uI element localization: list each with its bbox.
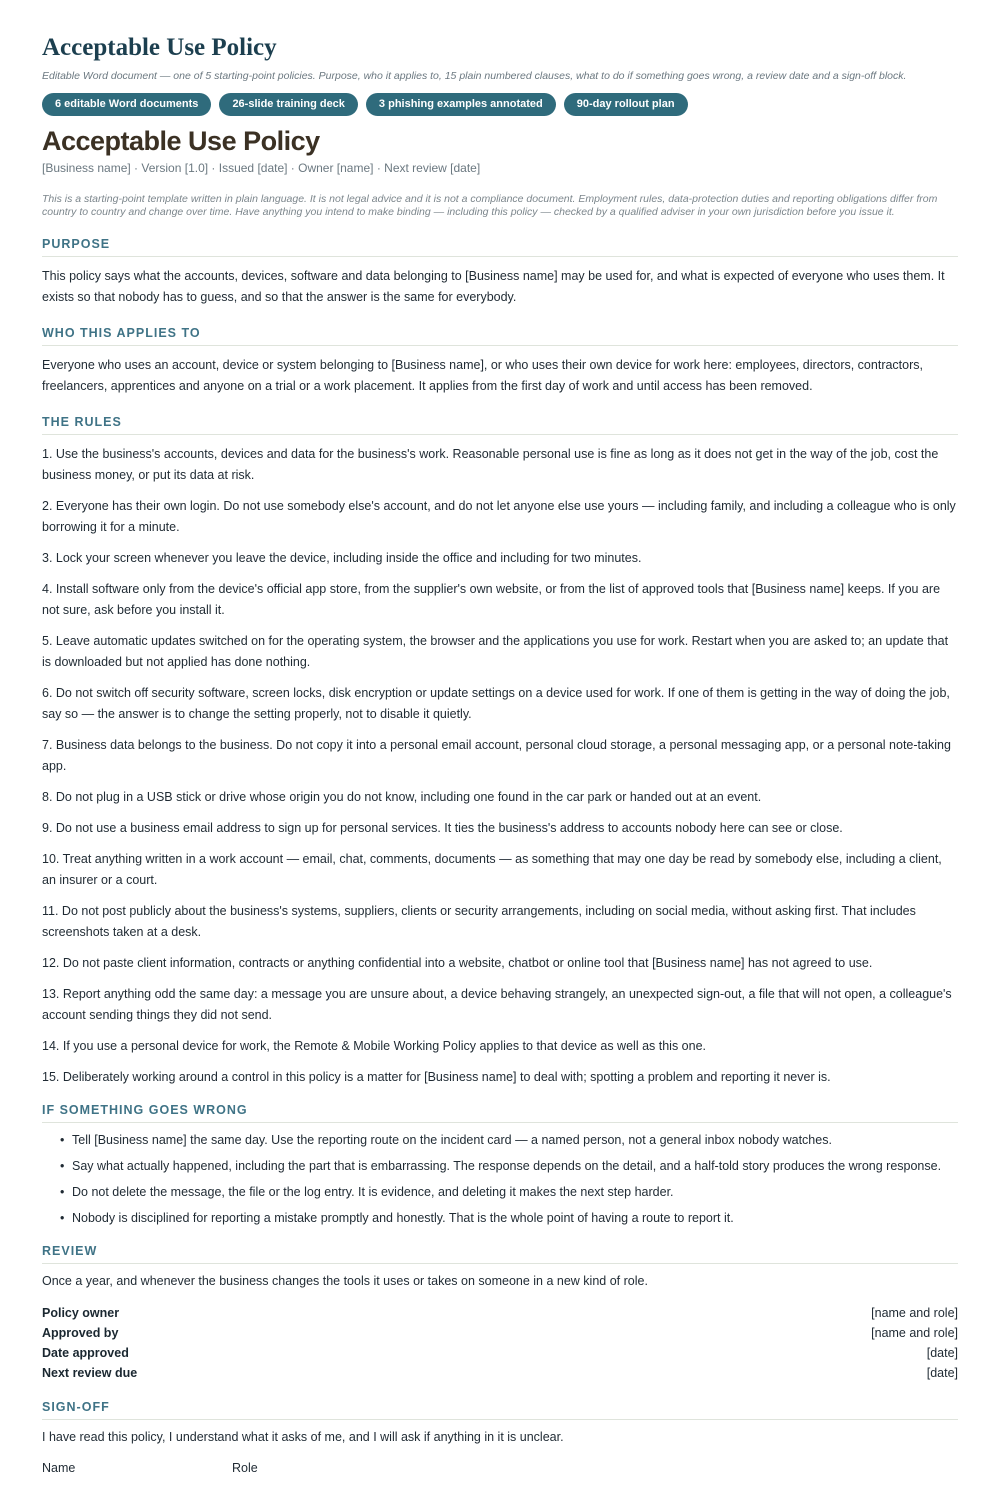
- signoff-heading: SIGN-OFF: [42, 1400, 958, 1420]
- rule-item: 8. Do not plug in a USB stick or drive whose origin you do not know, including one found in the car park or handed out at an event.: [42, 790, 762, 804]
- rule-item: 12. Do not paste client information, contracts or anything confidential into a website, chatbot or online tool that [Business name] has not agreed to use.: [42, 956, 873, 970]
- name-field-label: Name: [42, 1461, 76, 1475]
- review-row-approved-by: [42, 1323, 958, 1343]
- disclaimer: This is a starting-point template written in plain language. It is not legal advice and it is not a compliance document. Employment rules, data-protection duties and reporting obligations differ from country to country and change over time. Have anything you intend to make binding — including this policy — checked by a qualified adviser in your own jurisdiction before you issue it.: [42, 193, 938, 218]
- rule-item: 7. Business data belongs to the business. Do not copy it into a personal email account, personal cloud storage, a personal messaging app, or a personal note-taking app.: [42, 738, 951, 773]
- tag-word-documents: 6 editable Word documents: [42, 93, 211, 116]
- review-row-policy-owner: [42, 1303, 958, 1323]
- tag-rollout-plan: 90-day rollout plan: [564, 93, 688, 116]
- rule-item: 1. Use the business's accounts, devices and data for the business's work. Reasonable personal use is fine as long as it does not get in the way of the job, cost the business money, or put its data at risk.: [42, 447, 939, 482]
- review-label: Policy owner: [42, 1306, 120, 1320]
- rules-heading: THE RULES: [42, 415, 958, 435]
- review-value: [date]: [926, 1346, 958, 1360]
- applies-heading: WHO THIS APPLIES TO: [42, 326, 958, 346]
- rule-item: 4. Install software only from the device's official app store, from the supplier's own website, or from the list of approved tools that [Business name] keeps. If you are not sure, ask before you install it.: [42, 582, 941, 617]
- tag-training-deck: 26-slide training deck: [219, 93, 357, 116]
- rule-item: 10. Treat anything written in a work account — email, chat, comments, documents — as something that may one day be read by somebody else, including a client, an insurer or a court.: [42, 852, 942, 887]
- purpose-heading: PURPOSE: [42, 237, 958, 257]
- list-item: • Say what actually happened, including the part that is embarrassing. The response depends on the detail, and a half-told story produces the wrong response.: [60, 1158, 958, 1174]
- signoff-fields: [42, 1461, 958, 1475]
- rule-item: 3. Lock your screen whenever you leave the device, including inside the office and including for two minutes.: [42, 551, 642, 565]
- purpose-text: This policy says what the accounts, devices, software and data belonging to [Business name] may be used for, and what is expected of everyone who uses them. It exists so that nobody has to guess, and so that the answer is the same for everybody.: [42, 269, 945, 304]
- page-title: Acceptable Use Policy: [42, 34, 277, 61]
- wrong-list: [42, 1132, 958, 1226]
- rule-item: 2. Everyone has their own login. Do not use somebody else's account, and do not let anyone else use yours — including family, and including a colleague who is only borrowing it for a minute.: [42, 499, 956, 534]
- review-value: [date]: [926, 1366, 958, 1380]
- rule-item: 15. Deliberately working around a control in this policy is a matter for [Business name] to deal with; spotting a problem and reporting it never is.: [42, 1070, 831, 1084]
- rules-list: [42, 444, 958, 1088]
- document-title: Acceptable Use Policy: [42, 126, 320, 156]
- rule-item: 5. Leave automatic updates switched on for the operating system, the browser and the applications you use for work. Restart when you are asked to; an update that is downloaded but not applied has done nothing.: [42, 634, 949, 669]
- review-value: [name and role]: [871, 1306, 958, 1320]
- rule-item: 11. Do not post publicly about the business's systems, suppliers, clients or security arrangements, including on social media, without asking first. That includes screenshots taken at a desk.: [42, 904, 916, 939]
- review-label: Next review due: [42, 1366, 138, 1380]
- review-heading: REVIEW: [42, 1244, 958, 1264]
- rule-item: 6. Do not switch off security software, screen locks, disk encryption or update settings on a device used for work. If one of them is getting in the way of doing the job, say so — the answer is to change the setting properly, not to disable it quietly.: [42, 686, 950, 721]
- review-label: Date approved: [42, 1346, 129, 1360]
- rule-item: 9. Do not use a business email address to sign up for personal services. It ties the business's address to accounts nobody here can see or close.: [42, 821, 843, 835]
- review-row-next-review: [42, 1363, 958, 1383]
- list-item: • Tell [Business name] the same day. Use the reporting route on the incident card — a named person, not a general inbox nobody watches.: [60, 1132, 958, 1148]
- review-label: Approved by: [42, 1326, 119, 1340]
- document-meta: [Business name] · Version [1.0] · Issued [date] · Owner [name] · Next review [date]: [42, 161, 481, 175]
- role-field-label: Role: [232, 1461, 258, 1475]
- review-table: [42, 1303, 958, 1383]
- review-row-date-approved: [42, 1343, 958, 1363]
- list-item: • Do not delete the message, the file or the log entry. It is evidence, and deleting it makes the next step harder.: [60, 1184, 958, 1200]
- feature-tags: [42, 93, 958, 116]
- page-subtitle: Editable Word document — one of 5 starting-point policies. Purpose, who it applies to, 15 plain numbered clauses, what to do if something goes wrong, a review date and a sign-off block.: [42, 70, 907, 82]
- signoff-text: I have read this policy, I understand what it asks of me, and I will ask if anything in it is unclear.: [42, 1430, 564, 1444]
- wrong-heading: IF SOMETHING GOES WRONG: [42, 1103, 958, 1123]
- tag-phishing-examples: 3 phishing examples annotated: [366, 93, 556, 116]
- applies-text: Everyone who uses an account, device or system belonging to [Business name], or who uses their own device for work here: employees, directors, contractors, freelancers, apprentices and anyone on a trial or a work placement. It applies from the first day of work and until access has been removed.: [42, 358, 923, 393]
- list-item: • Nobody is disciplined for reporting a mistake promptly and honestly. That is the whole point of having a route to report it.: [60, 1210, 958, 1226]
- rule-item: 14. If you use a personal device for work, the Remote & Mobile Working Policy applies to that device as well as this one.: [42, 1039, 706, 1053]
- review-value: [name and role]: [871, 1326, 958, 1340]
- rule-item: 13. Report anything odd the same day: a message you are unsure about, a device behaving strangely, an unexpected sign-out, a file that will not open, a colleague's account sending things they did not send.: [42, 987, 952, 1022]
- review-text: Once a year, and whenever the business changes the tools it uses or takes on someone in a new kind of role.: [42, 1274, 648, 1288]
